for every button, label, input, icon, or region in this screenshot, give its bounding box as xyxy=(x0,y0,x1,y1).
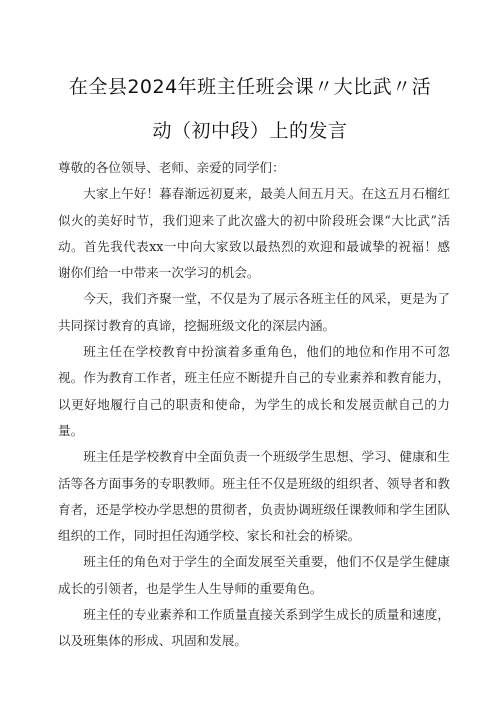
document-title-line-1: 在全县2024年班主任班会课〃大比武〃活 xyxy=(68,76,432,98)
paragraph-5: 班主任的角色对于学生的全面发展至关重要，他们不仅是学生健康成长的引领者，也是学生人生导师的重要角色。 xyxy=(58,554,450,596)
paragraph-4: 班主任是学校教育中全面负责一个班级学生思想、学习、健康和生活等各方面事务的专职教师。班主任不仅是班级的组织者、领导者和教育者，还是学校办学思想的贯彻者，负责协调班级任课教师和学生团队组织的工作，同时担任沟通学校、家长和社会的桥梁。 xyxy=(58,449,450,544)
salutation: 尊敬的各位领导、老师、亲爱的同学们： xyxy=(58,160,285,175)
paragraph-2: 今天，我们齐聚一堂，不仅是为了展示各班主任的风采，更是为了共同探讨教育的真谛，挖掘班级文化的深层内涵。 xyxy=(58,291,450,333)
paragraph-3: 班主任在学校教育中扮演着多重角色，他们的地位和作用不可忽视。作为教育工作者，班主任应不断提升自己的专业素养和教育能力，以更好地履行自己的职责和使命，为学生的成长和发展贡献自己的力量。 xyxy=(58,344,450,438)
paragraph-6: 班主任的专业素养和工作质量直接关系到学生成长的质量和速度，以及班集体的形成、巩固和发展。 xyxy=(58,607,450,649)
document-title-line-2: 动（初中段）上的发言 xyxy=(152,120,348,142)
document-body xyxy=(58,155,450,655)
paragraph-1: 大家上午好！暮春渐远初夏来，最美人间五月天。在这五月石榴红似火的美好时节，我们迎来了此次盛大的初中阶段班会课“大比武”活动。首先我代表xx一中向大家致以最热烈的欢迎和最诚挚的祝福！感谢你们给一中带来一次学习的机会。 xyxy=(58,186,450,281)
